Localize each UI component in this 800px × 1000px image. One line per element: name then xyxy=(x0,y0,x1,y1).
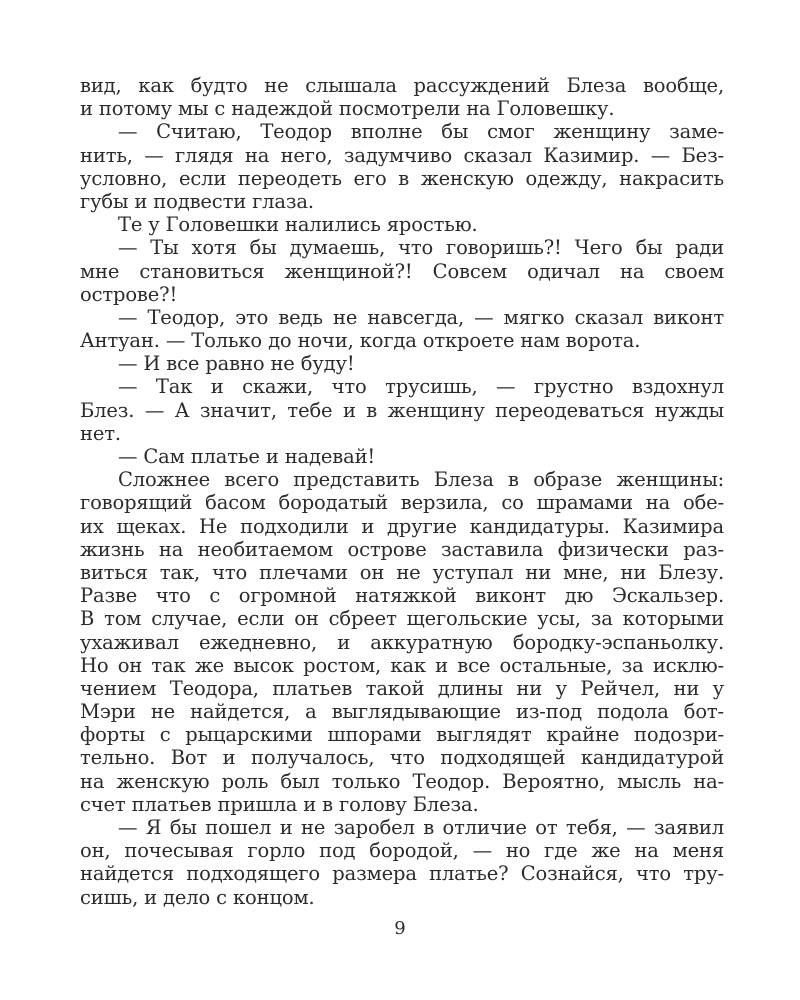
text-line: губы и подвести глаза. xyxy=(80,189,314,213)
text-line: он, почесывая горло под бородой, — но где же на меня xyxy=(80,839,724,863)
text-line: тельно. Вот и получалось, что подходящей кандидатурой xyxy=(80,746,724,770)
text-line: — Теодор, это ведь не навсегда, — мягко сказал виконт xyxy=(118,305,724,329)
text-line: — Я бы пошел и не заробел в отличие от тебя, — заявил xyxy=(118,816,724,839)
text-line: Те у Головешки налились яростью. xyxy=(118,213,478,237)
text-line: — Сам платье и надевай! xyxy=(118,445,376,468)
text-line: виться так, что плечами он не уступал ни мне, ни Блезу. xyxy=(80,560,724,584)
text-line: мне становиться женщиной?! Совсем одичал на своем xyxy=(80,259,724,283)
text-line: условно, если переодеть его в женскую одежду, накрасить xyxy=(80,166,724,190)
text-line: — И все равно не буду! xyxy=(118,352,355,376)
text-line: Но он так же высок ростом, как и все остальные, за исклю- xyxy=(80,653,724,677)
text-line: вид, как будто не слышала рассуждений Блеза вообще, xyxy=(80,74,724,97)
text-line: — Ты хотя бы думаешь, что говоришь?! Чего бы ради xyxy=(118,236,724,260)
text-line: нить, — глядя на него, задумчиво сказал Казимир. — Без- xyxy=(80,143,724,167)
text-line: — Считаю, Теодор вполне бы смог женщину заме- xyxy=(118,120,724,144)
text-line: и потому мы с надеждой посмотрели на Головешку. xyxy=(80,97,615,121)
text-line: Разве что с огромной натяжкой виконт дю Эскальзер. xyxy=(80,584,724,608)
text-line: говорящий басом бородатый верзила, со шрамами на обе- xyxy=(80,491,724,515)
text-line: Блез. — А значит, тебе и в женщину переодеваться нужды xyxy=(80,398,724,422)
text-line: найдется подходящего размера платье? Сознайся, что тру- xyxy=(80,862,724,886)
text-line: Антуан. — Только до ночи, когда откроете нам ворота. xyxy=(80,329,641,353)
text-line: ухаживал ежедневно, и аккуратную бородку-эспаньолку. xyxy=(80,630,724,654)
text-line: В том случае, если он сбреет щегольские усы, за которыми xyxy=(80,607,724,631)
text-line: форты с рыцарскими шпорами выглядят крайне подозри- xyxy=(80,723,724,747)
text-line: Мэри не найдется, а выглядывающие из-под подола бот- xyxy=(80,700,724,724)
text-line: — Так и скажи, что трусишь, — грустно вздохнул xyxy=(118,375,724,399)
page-text xyxy=(80,74,724,974)
text-line: чением Теодора, платьев такой длины ни у Рейчел, ни у xyxy=(80,676,724,700)
text-line: Сложнее всего представить Блеза в образе женщины: xyxy=(118,468,724,492)
text-line: счет платьев пришла и в голову Блеза. xyxy=(80,792,479,816)
text-line: острове?! xyxy=(80,282,178,306)
text-line: жизнь на необитаемом острове заставила физически раз- xyxy=(80,537,724,561)
page-number: 9 xyxy=(394,918,406,939)
text-line: на женскую роль был только Теодор. Вероятно, мысль на- xyxy=(80,769,724,793)
text-line: сишь, и дело с концом. xyxy=(80,885,315,909)
text-line: нет. xyxy=(80,421,121,445)
text-line: их щеках. Не подходили и другие кандидатуры. Казимира xyxy=(80,514,724,538)
